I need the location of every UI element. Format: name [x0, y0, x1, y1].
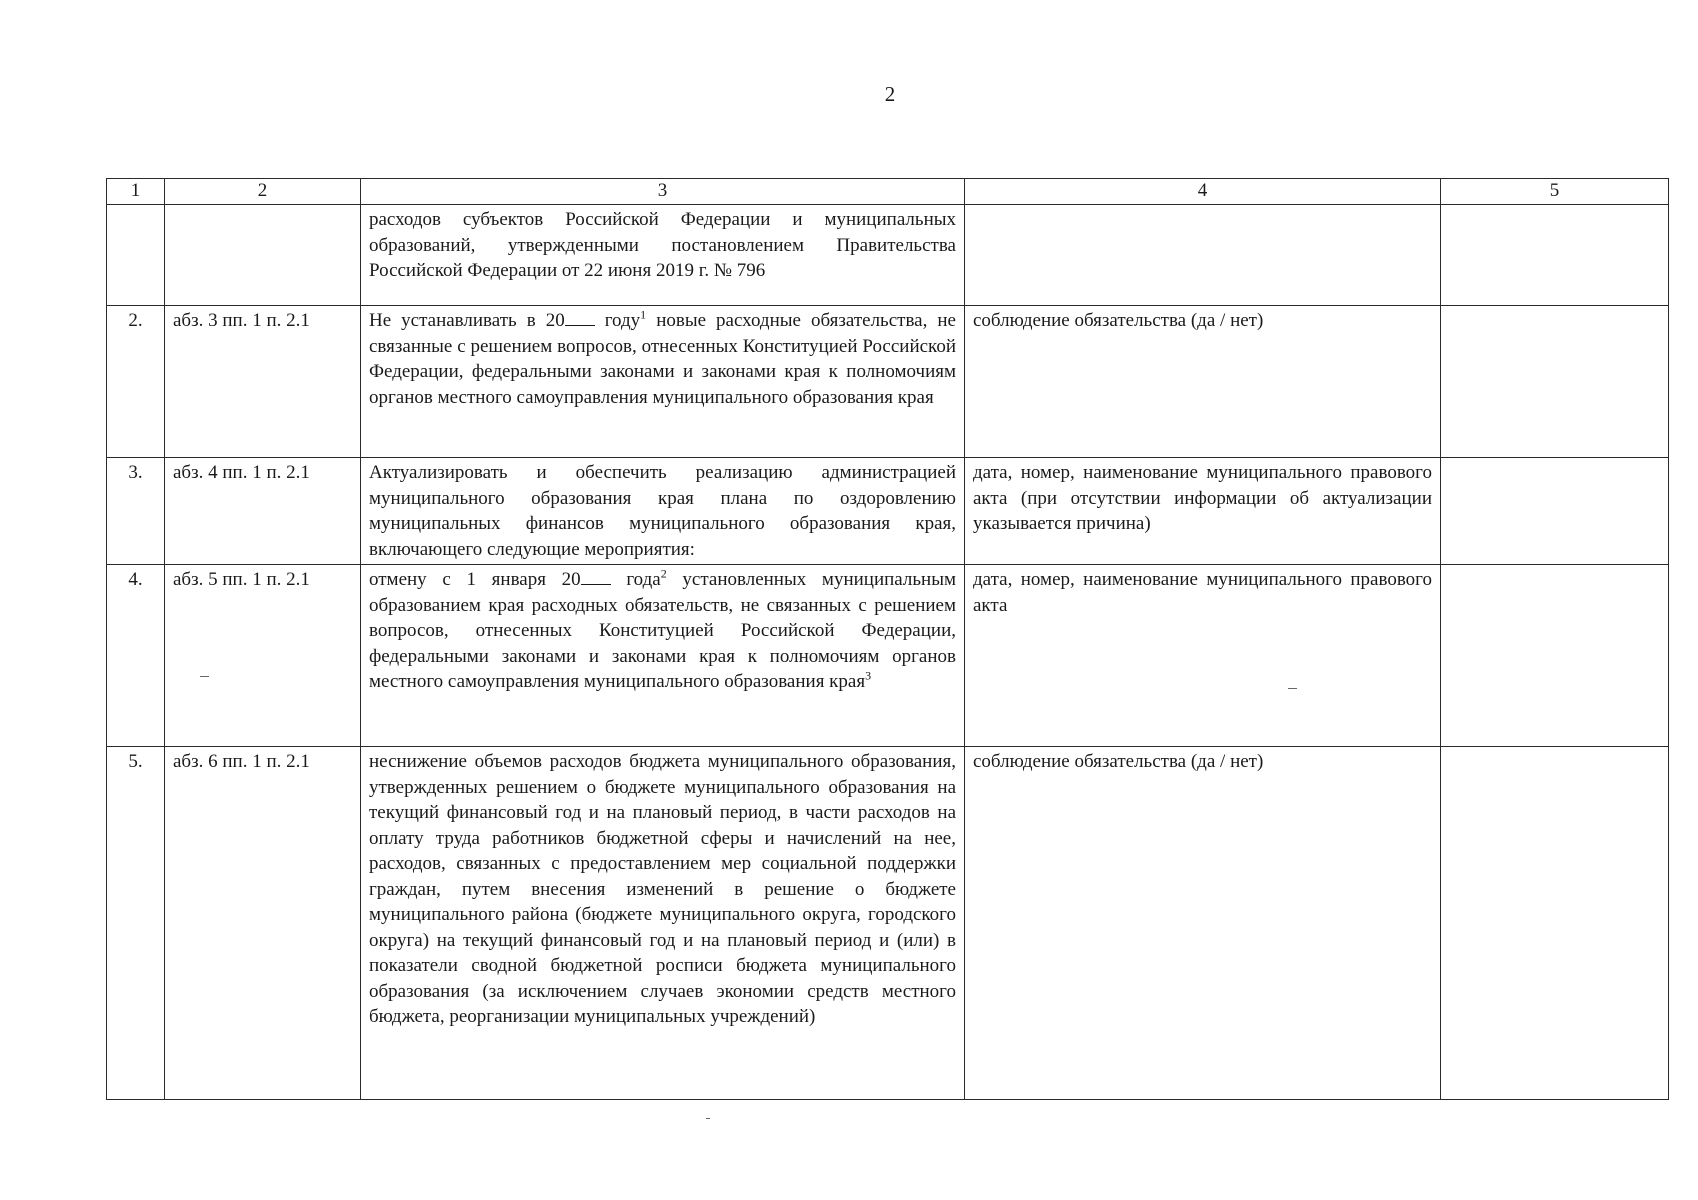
year-blank	[581, 568, 611, 585]
row-note	[1441, 458, 1669, 565]
measure-text-end: новые расходные обязательства, не связанные с решением вопросов, отнесенных Конституцией Российской Федерации, федеральными законами и законами края к полномочиям органов местного самоуправления муниципального образования края	[369, 310, 956, 408]
scan-mark	[1288, 688, 1297, 689]
measure-text-start: Не устанавливать в 20	[369, 310, 565, 331]
footnote-mark: 2	[660, 566, 667, 581]
page-number: 2	[884, 82, 896, 106]
scan-mark	[200, 676, 209, 677]
row-indicator: дата, номер, наименование муниципального правового акта	[965, 565, 1441, 747]
row-indicator: дата, номер, наименование муниципального правового акта (при отсутствии информации об актуализации указывается причина)	[965, 458, 1441, 565]
row-indicator: соблюдение обязательства (да / нет)	[965, 747, 1441, 1100]
footnote-mark: 1	[640, 307, 647, 322]
table-row	[107, 565, 1669, 747]
row-measure-text	[361, 306, 965, 458]
header-col-1: 1	[107, 179, 165, 205]
table-header-row	[107, 179, 1669, 205]
row-note	[1441, 747, 1669, 1100]
header-col-2: 2	[165, 179, 361, 205]
obligations-table	[106, 178, 1669, 1100]
row-measure-text	[361, 565, 965, 747]
table-row	[107, 306, 1669, 458]
row-number	[107, 205, 165, 306]
measure-text-mid: года	[610, 569, 661, 590]
header-col-4: 4	[965, 179, 1441, 205]
row-number: 5.	[107, 747, 165, 1100]
measure-text-start: отмену с 1 января 20	[369, 569, 581, 590]
row-reference: абз. 3 пп. 1 п. 2.1	[165, 306, 361, 458]
row-indicator: соблюдение обязательства (да / нет)	[965, 306, 1441, 458]
row-reference: абз. 5 пп. 1 п. 2.1	[165, 565, 361, 747]
row-number: 4.	[107, 565, 165, 747]
row-reference: абз. 6 пп. 1 п. 2.1	[165, 747, 361, 1100]
row-measure-text: Актуализировать и обеспечить реализацию администрацией муниципального образования края плана по оздоровлению муниципальных финансов муниципального образования края, включающего следующие мероприятия:	[361, 458, 965, 565]
table-row	[107, 205, 1669, 306]
year-blank	[565, 309, 595, 326]
row-note	[1441, 306, 1669, 458]
footnote-mark: 3	[865, 668, 872, 683]
measure-text-end: установленных муниципальным образованием края расходных обязательств, не связанных с решением вопросов, отнесенных Конституцией Российской Федерации, федеральными законами и законами края к полномочиям органов местного самоуправления муниципального образования края	[369, 569, 956, 692]
row-measure-text: неснижение объемов расходов бюджета муниципального образования, утвержденных решением о бюджете муниципального образования на текущий финансовый год и на плановый период, в части расходов на оплату труда работников бюджетной сферы и начислений на нее, расходов, связанных с предоставлением мер социальной поддержки граждан, путем внесения изменений в решение о бюджете муниципального района (бюджете муниципального округа, городского округа) на текущий финансовый год и на плановый период и (или) в показатели сводной бюджетной росписи бюджета муниципального образования (за исключением случаев экономии средств местного бюджета, реорганизации муниципальных учреждений)	[361, 747, 965, 1100]
row-reference	[165, 205, 361, 306]
row-number: 2.	[107, 306, 165, 458]
scan-mark	[706, 1118, 710, 1119]
row-indicator	[965, 205, 1441, 306]
measure-text-mid: году	[594, 310, 641, 331]
header-col-5: 5	[1441, 179, 1669, 205]
row-reference: абз. 4 пп. 1 п. 2.1	[165, 458, 361, 565]
table-row	[107, 747, 1669, 1100]
row-note	[1441, 205, 1669, 306]
row-note	[1441, 565, 1669, 747]
table-row	[107, 458, 1669, 565]
header-col-3: 3	[361, 179, 965, 205]
row-number: 3.	[107, 458, 165, 565]
row-measure-text: расходов субъектов Российской Федерации и муниципальных образований, утвержденными постановлением Правительства Российской Федерации от 22 июня 2019 г. № 796	[361, 205, 965, 306]
